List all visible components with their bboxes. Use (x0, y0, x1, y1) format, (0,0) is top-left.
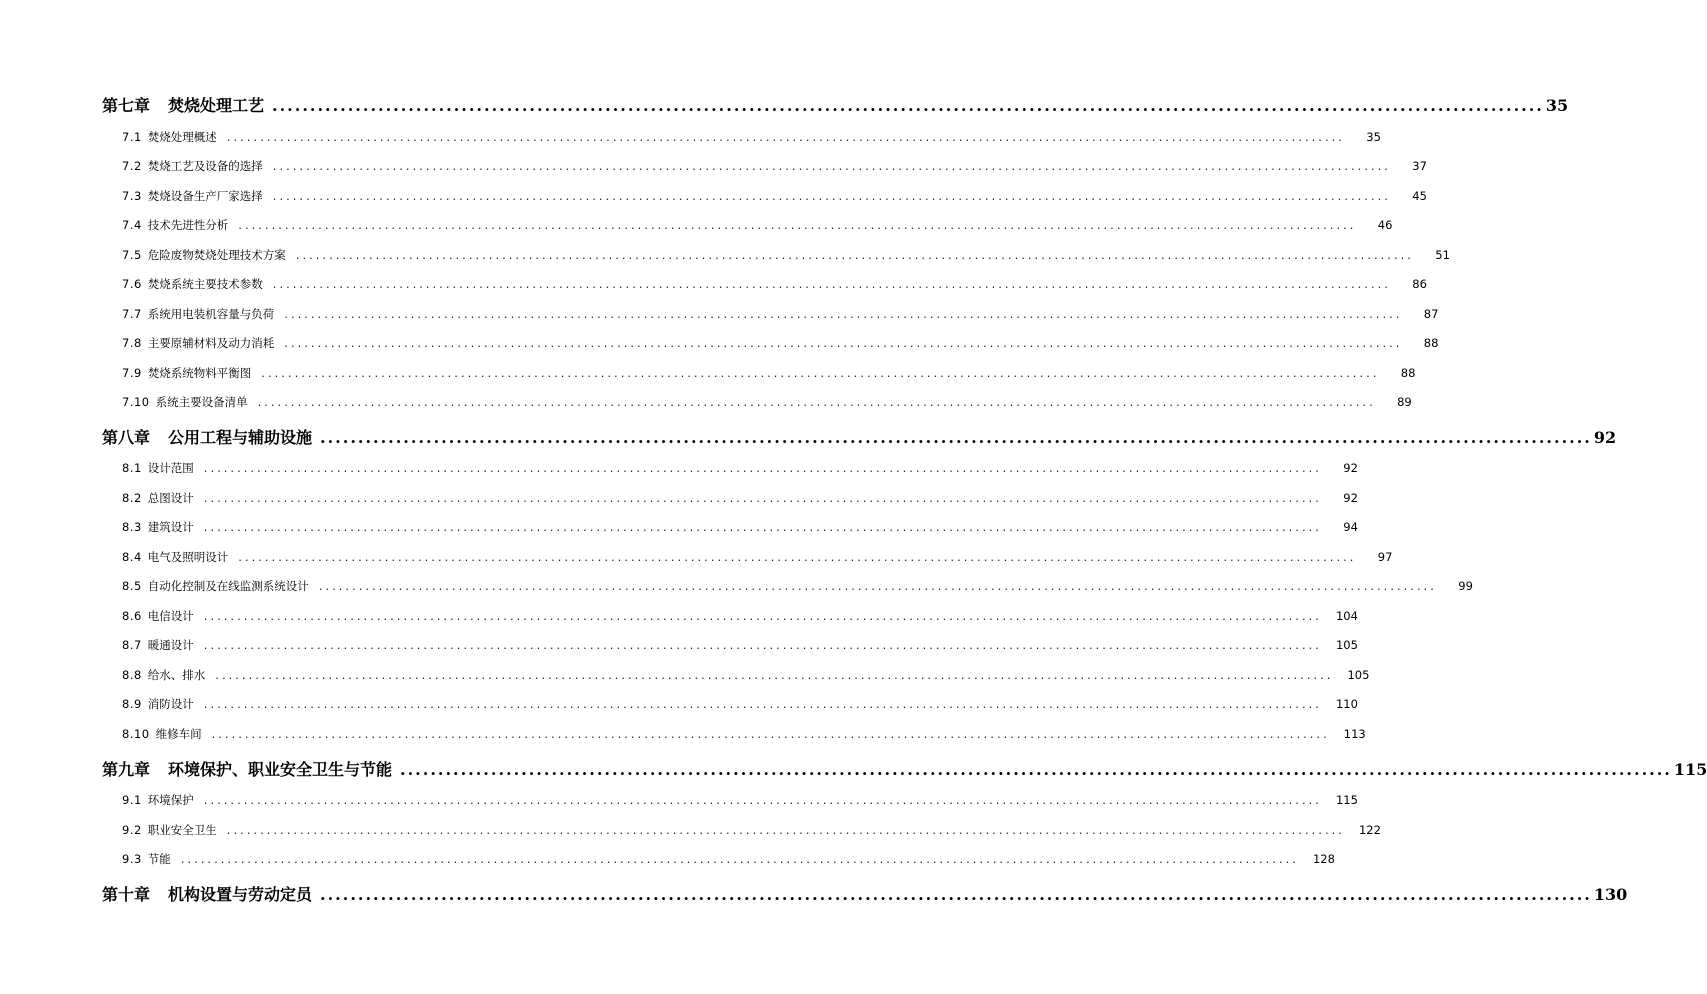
dot-leader: ........................................................................................................................................................................ (203, 491, 1322, 505)
page-number: 89 (1397, 395, 1412, 409)
section-number: 8.2 (122, 491, 142, 505)
chapter-number: 第七章 (102, 96, 151, 115)
page-number: 51 (1435, 248, 1450, 262)
section-number: 7.5 (122, 248, 142, 262)
dot-leader: ........................................................................................................................................................................ (295, 248, 1414, 262)
page-number: 88 (1400, 366, 1416, 380)
dot-leader: ........................................................................................................................................................................ (284, 336, 1403, 350)
dot-leader: ........................................................................................................................................................................ (320, 428, 1592, 447)
chapter-title: 环境保护、职业安全卫生与节能 (168, 760, 393, 779)
toc-section-8-5[interactable] (102, 578, 1473, 594)
section-number: 7.7 (122, 307, 142, 321)
section-number: 7.3 (122, 189, 142, 203)
chapter-title: 焚烧处理工艺 (168, 96, 265, 115)
dot-leader: ........................................................................................................................................................................ (203, 793, 1322, 807)
section-title: 危险废物焚烧处理技术方案 (147, 248, 286, 262)
page-number: 35 (1545, 96, 1569, 115)
dot-leader: ........................................................................................................................................................................ (215, 668, 1334, 682)
dot-leader: ........................................................................................................................................................................ (257, 395, 1376, 409)
dot-leader: ........................................................................................................................................................................ (226, 130, 1345, 144)
page-number: 105 (1335, 638, 1358, 652)
toc-section-7-3[interactable] (102, 188, 1427, 204)
toc-section-7-4[interactable] (102, 217, 1393, 233)
section-title: 电信设计 (147, 609, 194, 623)
dot-leader: ........................................................................................................................................................................ (318, 579, 1437, 593)
section-title: 总图设计 (147, 491, 194, 505)
page-number: 35 (1366, 130, 1381, 144)
section-title: 职业安全卫生 (147, 823, 217, 837)
dot-leader: ........................................................................................................................................................................ (203, 697, 1322, 711)
page-number: 97 (1377, 550, 1393, 564)
dot-leader: ........................................................................................................................................................................ (203, 609, 1322, 623)
section-title: 节能 (147, 852, 171, 866)
toc-section-7-1[interactable] (102, 129, 1381, 145)
dot-leader: ........................................................................................................................................................................ (211, 727, 1330, 741)
section-number: 7.1 (122, 130, 142, 144)
page-number: 130 (1593, 885, 1628, 904)
chapter-title: 公用工程与辅助设施 (168, 428, 313, 447)
toc-section-8-1[interactable] (102, 460, 1358, 476)
page-number: 115 (1335, 793, 1358, 807)
section-number: 7.2 (122, 159, 142, 173)
section-number: 9.3 (122, 852, 142, 866)
section-title: 技术先进性分析 (147, 218, 229, 232)
section-number: 8.4 (122, 550, 142, 564)
section-number: 7.6 (122, 277, 142, 291)
dot-leader: ........................................................................................................................................................................ (203, 520, 1322, 534)
toc-section-7-6[interactable] (102, 276, 1427, 292)
section-title: 建筑设计 (147, 520, 194, 534)
toc-chapter-7[interactable] (102, 93, 1569, 116)
section-title: 焚烧处理概述 (147, 130, 217, 144)
dot-leader: ........................................................................................................................................................................ (261, 366, 1380, 380)
page-number: 99 (1458, 579, 1473, 593)
dot-leader: ........................................................................................................................................................................ (272, 189, 1391, 203)
section-title: 焚烧系统主要技术参数 (147, 277, 263, 291)
toc-section-9-2[interactable] (102, 822, 1381, 838)
page-number: 87 (1423, 307, 1439, 321)
toc-section-9-3[interactable] (102, 851, 1335, 867)
section-title: 焚烧工艺及设备的选择 (147, 159, 263, 173)
dot-leader: ........................................................................................................................................................................ (272, 277, 1391, 291)
section-title: 维修车间 (155, 727, 202, 741)
page-number: 37 (1412, 159, 1427, 173)
dot-leader: ........................................................................................................................................................................ (400, 760, 1672, 779)
dot-leader: ........................................................................................................................................................................ (238, 550, 1357, 564)
toc-chapter-10[interactable] (102, 882, 1628, 905)
section-number: 8.9 (122, 697, 142, 711)
toc-section-8-2[interactable] (102, 490, 1358, 506)
section-title: 系统主要设备清单 (155, 395, 248, 409)
section-number: 8.7 (122, 638, 142, 652)
section-title: 焚烧系统物料平衡图 (147, 366, 252, 380)
toc-section-7-10[interactable] (102, 394, 1412, 410)
toc-section-7-8[interactable] (102, 335, 1439, 351)
dot-leader: ........................................................................................................................................................................ (226, 823, 1345, 837)
toc-section-7-5[interactable] (102, 247, 1450, 263)
chapter-number: 第十章 (102, 885, 151, 904)
section-title: 主要原辅材料及动力消耗 (147, 336, 275, 350)
section-title: 设计范围 (147, 461, 194, 475)
section-title: 自动化控制及在线监测系统设计 (147, 579, 309, 593)
section-number: 9.1 (122, 793, 142, 807)
page-number: 92 (1343, 491, 1358, 505)
toc-section-8-10[interactable] (102, 726, 1366, 742)
dot-leader: ........................................................................................................................................................................ (203, 638, 1322, 652)
toc-chapter-9[interactable] (102, 757, 1707, 780)
section-number: 8.10 (122, 727, 150, 741)
toc-section-8-7[interactable] (102, 637, 1358, 653)
section-title: 系统用电装机容量与负荷 (147, 307, 275, 321)
dot-leader: ........................................................................................................................................................................ (203, 461, 1322, 475)
chapter-title: 机构设置与劳动定员 (168, 885, 313, 904)
page-number: 45 (1412, 189, 1427, 203)
dot-leader: ........................................................................................................................................................................ (284, 307, 1403, 321)
section-number: 7.10 (122, 395, 150, 409)
page-number: 46 (1377, 218, 1393, 232)
section-number: 8.6 (122, 609, 142, 623)
section-title: 给水、排水 (147, 668, 206, 682)
chapter-number: 第八章 (102, 428, 151, 447)
toc-section-8-9[interactable] (102, 696, 1358, 712)
section-number: 8.1 (122, 461, 142, 475)
section-number: 8.3 (122, 520, 142, 534)
page-number: 94 (1343, 520, 1358, 534)
page-number: 110 (1335, 697, 1358, 711)
section-number: 7.4 (122, 218, 142, 232)
dot-leader: ........................................................................................................................................................................ (272, 159, 1391, 173)
section-title: 环境保护 (147, 793, 194, 807)
toc-section-7-7[interactable] (102, 306, 1439, 322)
chapter-number: 第九章 (102, 760, 151, 779)
section-number: 9.2 (122, 823, 142, 837)
page-number: 104 (1335, 609, 1358, 623)
section-number: 8.8 (122, 668, 142, 682)
section-number: 7.8 (122, 336, 142, 350)
toc-chapter-8[interactable] (102, 425, 1617, 448)
toc-section-7-2[interactable] (102, 158, 1427, 174)
section-title: 暖通设计 (147, 638, 194, 652)
toc-section-9-1[interactable] (102, 792, 1358, 808)
section-number: 8.5 (122, 579, 142, 593)
dot-leader: ........................................................................................................................................................................ (180, 852, 1299, 866)
page-number: 113 (1343, 727, 1366, 741)
section-number: 7.9 (122, 366, 142, 380)
section-title: 电气及照明设计 (147, 550, 229, 564)
toc-section-8-6[interactable] (102, 608, 1358, 624)
section-title: 消防设计 (147, 697, 194, 711)
toc-section-8-4[interactable] (102, 549, 1393, 565)
page-number: 86 (1412, 277, 1427, 291)
page-number: 128 (1312, 852, 1335, 866)
page-number: 122 (1358, 823, 1381, 837)
page-number: 115 (1673, 760, 1707, 779)
page-number: 105 (1347, 668, 1370, 682)
dot-leader: ........................................................................................................................................................................ (320, 885, 1592, 904)
toc-section-7-9[interactable] (102, 365, 1416, 381)
page-number: 92 (1343, 461, 1358, 475)
toc-section-8-3[interactable] (102, 519, 1358, 535)
dot-leader: ........................................................................................................................................................................ (272, 96, 1544, 115)
page-number: 92 (1593, 428, 1617, 447)
toc-section-8-8[interactable] (102, 667, 1370, 683)
page-number: 88 (1423, 336, 1439, 350)
dot-leader: ........................................................................................................................................................................ (238, 218, 1357, 232)
section-title: 焚烧设备生产厂家选择 (147, 189, 263, 203)
